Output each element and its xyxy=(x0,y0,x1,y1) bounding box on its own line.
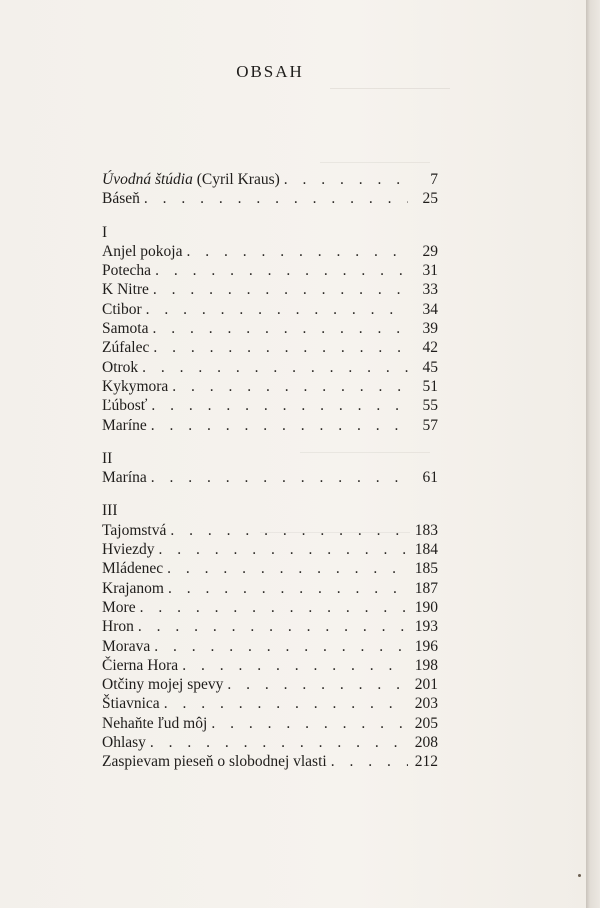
toc-entry-label: Otrok xyxy=(102,358,139,376)
toc-entry[interactable] xyxy=(102,637,438,656)
toc-entry[interactable] xyxy=(102,752,438,771)
leader-dots xyxy=(284,170,408,189)
toc-entry[interactable] xyxy=(102,300,438,319)
leader-dots xyxy=(151,468,408,487)
toc-entry[interactable] xyxy=(102,598,438,617)
leader-dots xyxy=(170,521,408,540)
toc-entry-intro[interactable] xyxy=(102,170,438,189)
paper-speck xyxy=(578,874,581,877)
toc-page-number: 29 xyxy=(422,242,438,260)
toc-entry-label: Zaspievam pieseň o slobodnej vlasti xyxy=(102,753,327,771)
toc-entry-label: More xyxy=(102,598,136,616)
toc-page-number: 34 xyxy=(422,300,438,318)
leader-dots xyxy=(227,675,408,694)
toc-entry[interactable] xyxy=(102,733,438,752)
toc-entry[interactable] xyxy=(102,338,438,357)
toc-entry-label: Samota xyxy=(102,320,149,338)
toc-entry[interactable] xyxy=(102,261,438,280)
toc-entry-label: Báseň xyxy=(102,190,140,208)
toc-entry[interactable] xyxy=(102,358,438,377)
toc-entry[interactable] xyxy=(102,416,438,435)
toc-entry-label: K Nitre xyxy=(102,281,149,299)
leader-dots xyxy=(142,358,408,377)
toc-page-number: 184 xyxy=(414,541,438,559)
toc-page-number: 183 xyxy=(414,521,438,539)
toc-entry[interactable] xyxy=(102,377,438,396)
leader-dots xyxy=(155,261,408,280)
toc-page-number: 196 xyxy=(414,637,438,655)
toc-entry-label: Krajanom xyxy=(102,579,164,597)
toc-entry-label: Maríne xyxy=(102,416,147,434)
leader-dots xyxy=(140,598,408,617)
toc-page-number: 190 xyxy=(414,598,438,616)
toc-entry-label: Morava xyxy=(102,637,151,655)
toc-entry[interactable] xyxy=(102,242,438,261)
toc-entry[interactable] xyxy=(102,540,438,559)
toc-entry-label: Kykymora xyxy=(102,377,169,395)
toc-entry-label: Hron xyxy=(102,618,134,636)
toc-entry-label: Potecha xyxy=(102,262,152,280)
toc-entry-label: Tajomstvá xyxy=(102,521,167,539)
leader-dots xyxy=(146,300,408,319)
toc-page-number: 31 xyxy=(422,262,438,280)
leader-dots xyxy=(153,319,409,338)
toc-entry[interactable] xyxy=(102,694,438,713)
leader-dots xyxy=(151,396,408,415)
toc-entry-label: Anjel pokoja xyxy=(102,242,183,260)
leader-dots xyxy=(154,637,408,656)
toc-page-number: 33 xyxy=(422,281,438,299)
page-title: OBSAH xyxy=(236,62,304,81)
leader-dots xyxy=(153,338,408,357)
toc-entry[interactable] xyxy=(102,521,438,540)
toc-entry-label: Štiavnica xyxy=(102,695,160,713)
toc-page-number: 205 xyxy=(414,714,438,732)
toc-entry[interactable] xyxy=(102,280,438,299)
toc-page-number: 51 xyxy=(422,377,438,395)
toc-entry-label: Otčiny mojej spevy xyxy=(102,676,224,694)
leader-dots xyxy=(182,656,408,675)
leader-dots xyxy=(159,540,408,559)
toc-entry-label: Ohlasy xyxy=(102,734,146,752)
toc-entry[interactable] xyxy=(102,559,438,578)
toc-page-number: 208 xyxy=(414,734,438,752)
table-of-contents xyxy=(102,170,438,772)
toc-page-number: 25 xyxy=(422,190,438,208)
leader-dots xyxy=(164,694,408,713)
page-edge xyxy=(586,0,600,908)
toc-page-number: 45 xyxy=(422,358,438,376)
toc-page-number: 7 xyxy=(430,171,438,188)
toc-entry-poem[interactable] xyxy=(102,189,438,208)
leader-dots xyxy=(153,280,408,299)
toc-page-number: 39 xyxy=(422,320,438,338)
toc-entry-label: Hviezdy xyxy=(102,541,155,559)
leader-dots xyxy=(150,733,408,752)
toc-page-number: 185 xyxy=(414,560,438,578)
show-through-mark xyxy=(320,150,430,163)
leader-dots xyxy=(151,416,408,435)
toc-page-number: 187 xyxy=(414,579,438,597)
leader-dots xyxy=(167,559,408,578)
toc-entry[interactable] xyxy=(102,396,438,415)
toc-entry[interactable] xyxy=(102,675,438,694)
toc-entry-label: Ctibor xyxy=(102,300,142,318)
leader-dots xyxy=(187,242,409,261)
leader-dots xyxy=(211,714,408,733)
leader-dots xyxy=(331,752,408,771)
toc-entry-label: Úvodná štúdia (Cyril Kraus) xyxy=(102,171,280,188)
toc-entry-label: Mládenec xyxy=(102,560,164,578)
toc-page-number: 57 xyxy=(422,416,438,434)
toc-entry[interactable] xyxy=(102,617,438,636)
toc-entry-label: Marína xyxy=(102,469,147,487)
leader-dots xyxy=(168,579,408,598)
toc-entry[interactable] xyxy=(102,319,438,338)
leader-dots xyxy=(144,189,408,208)
toc-entry[interactable] xyxy=(102,579,438,598)
section-heading: III xyxy=(102,502,118,520)
toc-page-number: 193 xyxy=(414,618,438,636)
section-heading: II xyxy=(102,449,113,467)
section-heading: I xyxy=(102,223,108,241)
toc-entry-label: Zúfalec xyxy=(102,339,150,357)
toc-entry-label: Ľúbosť xyxy=(102,397,148,415)
toc-page-number: 61 xyxy=(422,469,438,487)
toc-entry[interactable] xyxy=(102,468,438,487)
toc-page-number: 42 xyxy=(422,339,438,357)
leader-dots xyxy=(172,377,408,396)
toc-entry-label: Čierna Hora xyxy=(102,656,179,674)
toc-entry-label: Nehaňte ľud môj xyxy=(102,714,208,732)
toc-page-number: 198 xyxy=(414,656,438,674)
toc-page-number: 212 xyxy=(414,753,438,771)
leader-dots xyxy=(138,617,408,636)
toc-page-number: 55 xyxy=(422,397,438,415)
toc-entry[interactable] xyxy=(102,714,438,733)
toc-entry[interactable] xyxy=(102,656,438,675)
toc-page-number: 201 xyxy=(414,676,438,694)
toc-page-number: 203 xyxy=(414,695,438,713)
